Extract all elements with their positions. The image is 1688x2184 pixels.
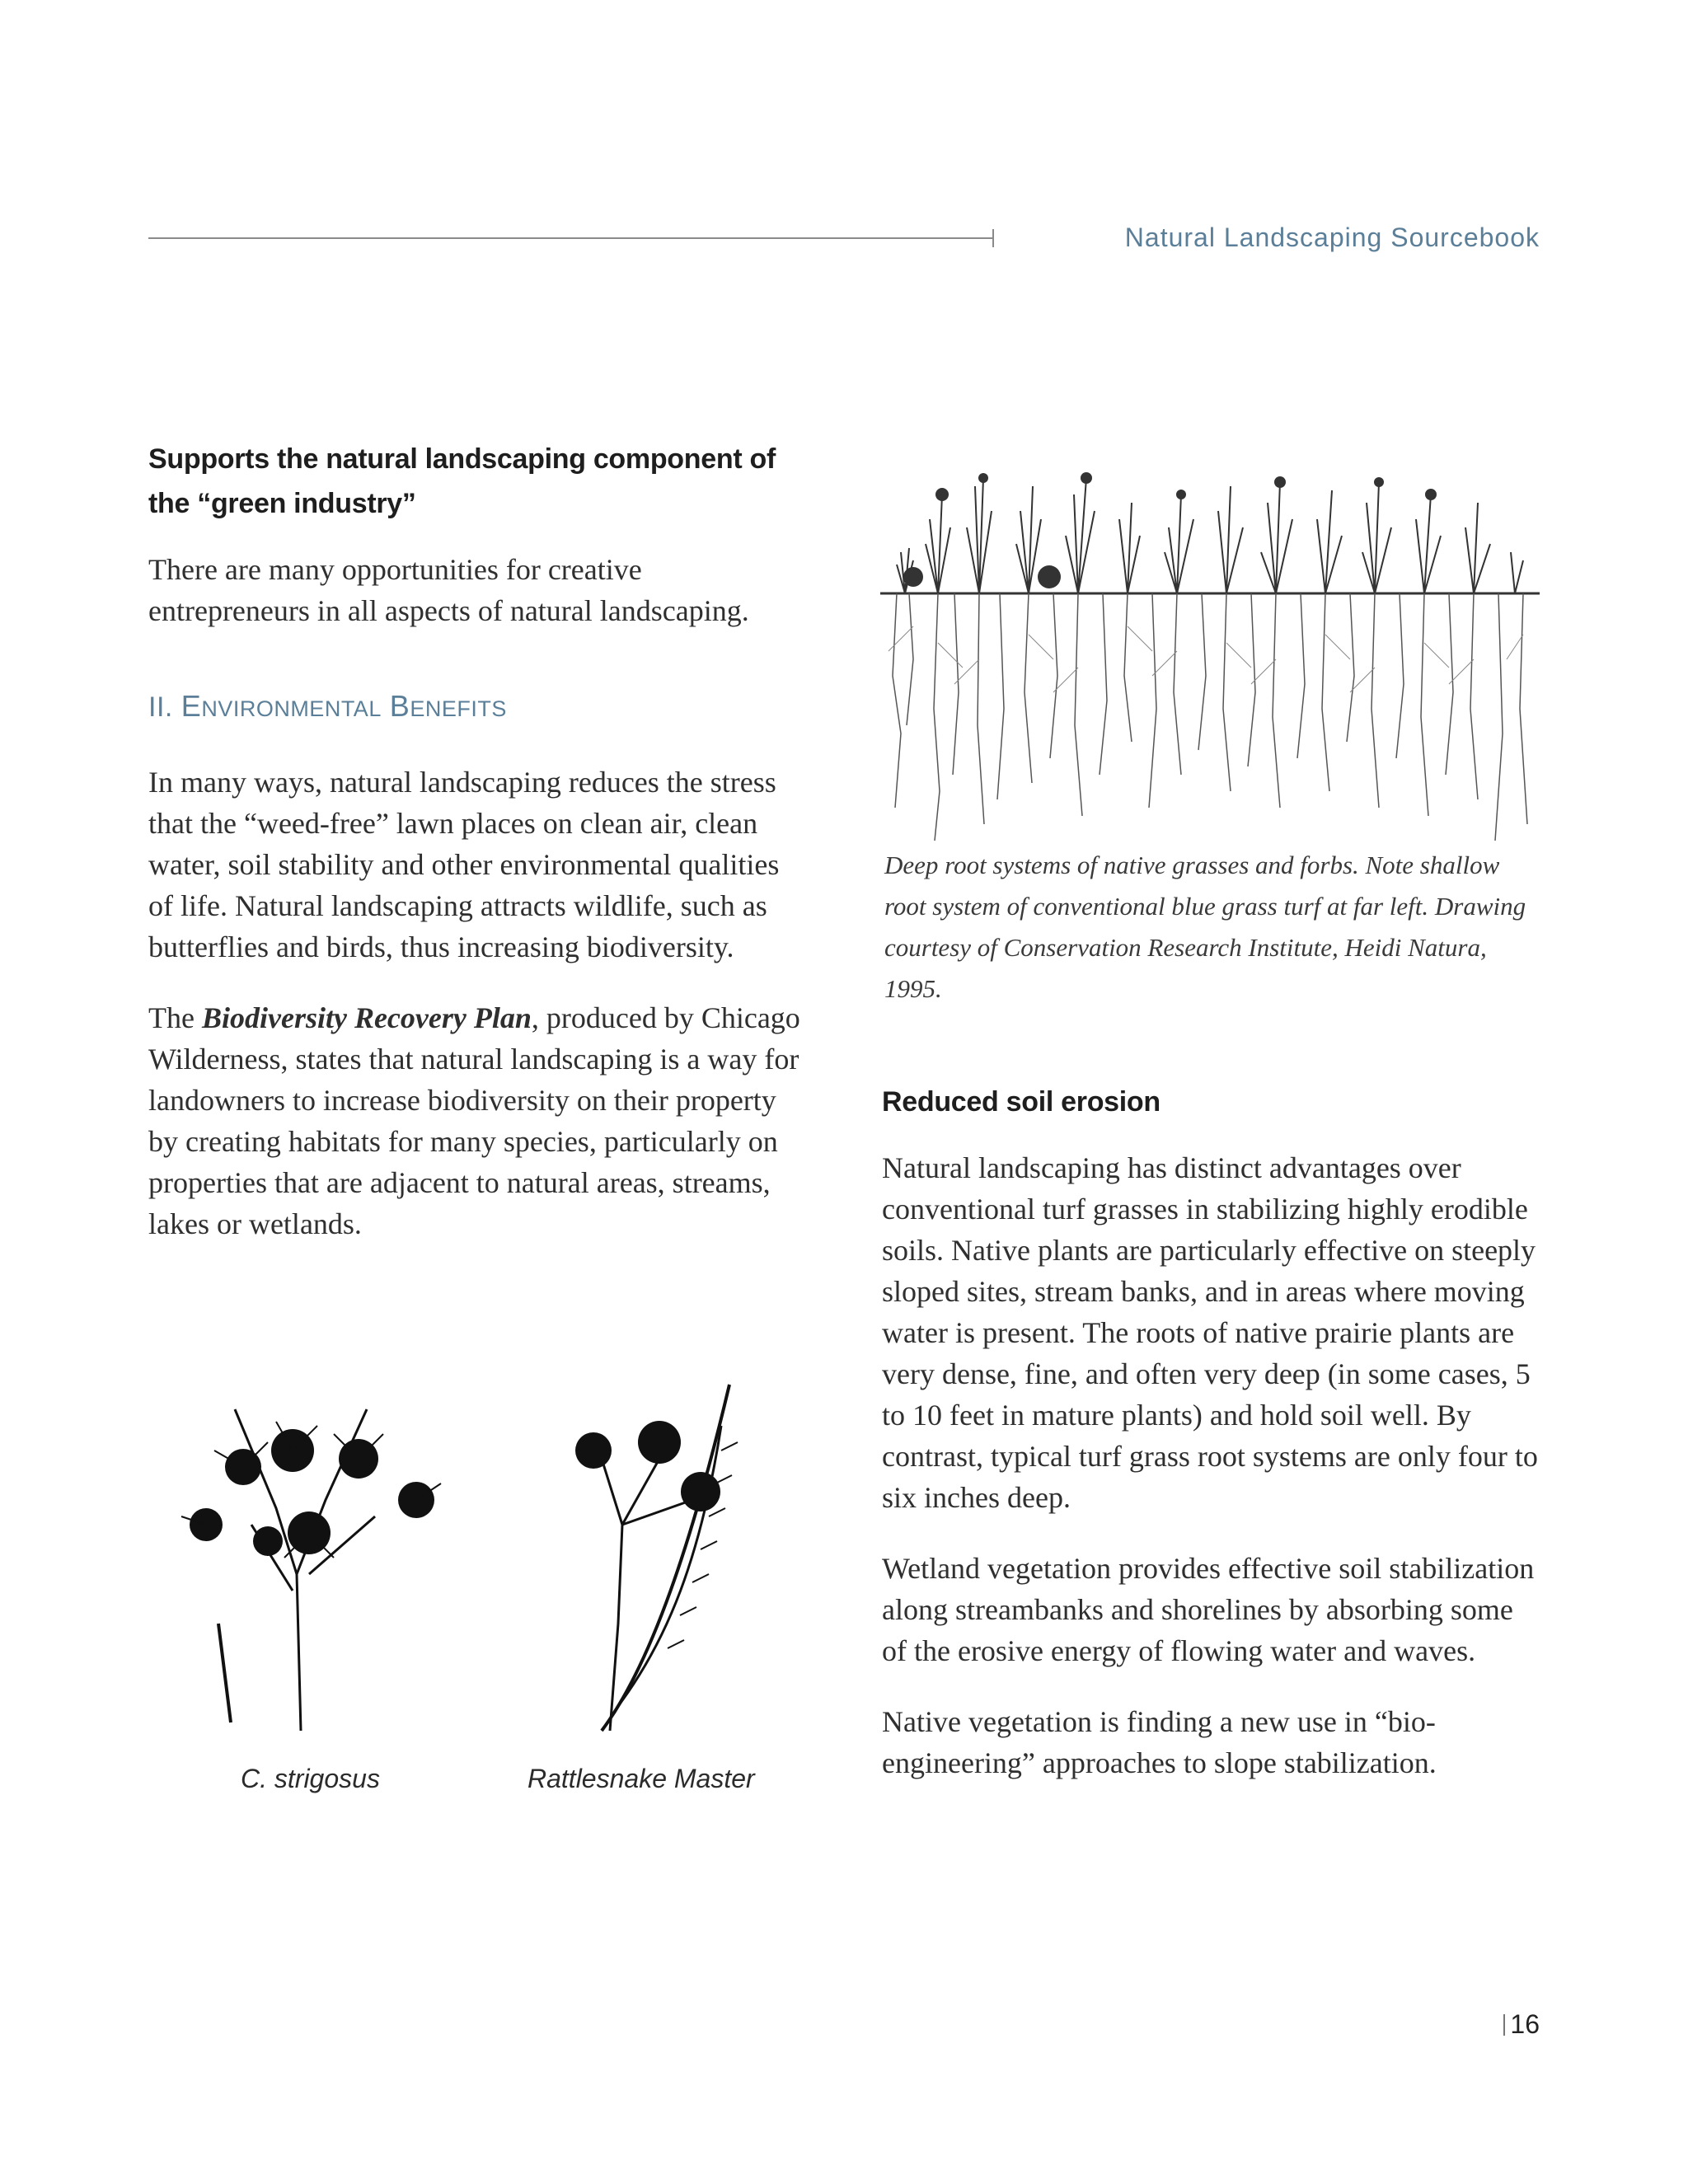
section-numeral: II.: [148, 691, 173, 723]
header-rule-tick: [992, 229, 994, 247]
left-column: [148, 437, 808, 1274]
section-word1-initial: E: [181, 689, 202, 723]
para3-rest: , produced by Chicago Wilderness, states that natural landscaping is a way for landowners to increase biodiversity on their property by creating habitats for many species, particularly on properties that are adjacent to natural areas, streams, lakes or wetlands.: [148, 1001, 800, 1240]
running-header-title: Natural Landscaping Sourcebook: [1124, 223, 1540, 252]
root-systems-illustration: [880, 462, 1540, 849]
section-heading-environmental-benefits: [148, 689, 808, 724]
bioengineering-paragraph: Native vegetation is finding a new use in “bio-engineering” approaches to slope stabilization.: [882, 1705, 1437, 1779]
biodiversity-plan-title: Biodiversity Recovery Plan: [201, 1001, 532, 1034]
soil-erosion-paragraph: Natural landscaping has distinct advantages over conventional turf grasses in stabilizing highly erodible soils. Native plants are particularly effective on steeply sloped sites, stream banks, and in areas where moving water is present. The roots of native prairie plants are very dense, fine, and often very deep (in some cases, 5 to 10 feet in mature plants) and hold soil well. By contrast, typical turf grass root systems are only four to six inches deep.: [882, 1151, 1538, 1514]
c-strigosus-illustration: [169, 1376, 466, 1731]
biodiversity-plan-paragraph: [148, 997, 808, 1244]
c-strigosus-caption: C. strigosus: [241, 1764, 380, 1793]
header-rule: [148, 237, 992, 239]
section-word2-initial: B: [389, 689, 410, 723]
page-number-bar: [1503, 2014, 1505, 2036]
page-number: [1503, 2009, 1540, 2040]
para3-prefix: The: [148, 1001, 202, 1034]
green-industry-subhead: Supports the natural landscaping component of the “green industry”: [148, 443, 776, 519]
right-column: [882, 1080, 1541, 1813]
entrepreneurs-paragraph: There are many opportunities for creative entrepreneurs in all aspects of natural landscaping.: [148, 553, 749, 627]
root-systems-caption: Deep root systems of native grasses and forbs. Note shallow root system of conventional blue grass turf at far left. Drawing courtesy of Conservation Research Institute, Heidi Natura, 1995.: [884, 851, 1526, 1003]
page-number-value: 16: [1510, 2009, 1540, 2039]
section-word1-rest: NVIRONMENTAL: [201, 696, 382, 721]
rattlesnake-master-caption: Rattlesnake Master: [528, 1764, 755, 1793]
section-word2-rest: ENEFITS: [410, 696, 507, 721]
wetland-paragraph: Wetland vegetation provides effective soil stabilization along streambanks and shorelines by absorbing some of the erosive energy of flowing water and waves.: [882, 1552, 1535, 1667]
soil-erosion-subhead: Reduced soil erosion: [882, 1086, 1160, 1118]
rattlesnake-master-illustration: [552, 1376, 767, 1739]
environmental-paragraph: In many ways, natural landscaping reduces the stress that the “weed-free” lawn places on clean air, clean water, soil stability and other environmental qualities of life. Natural landscaping attracts wildlife, such as butterflies and birds, thus increasing biodiversity.: [148, 766, 780, 963]
